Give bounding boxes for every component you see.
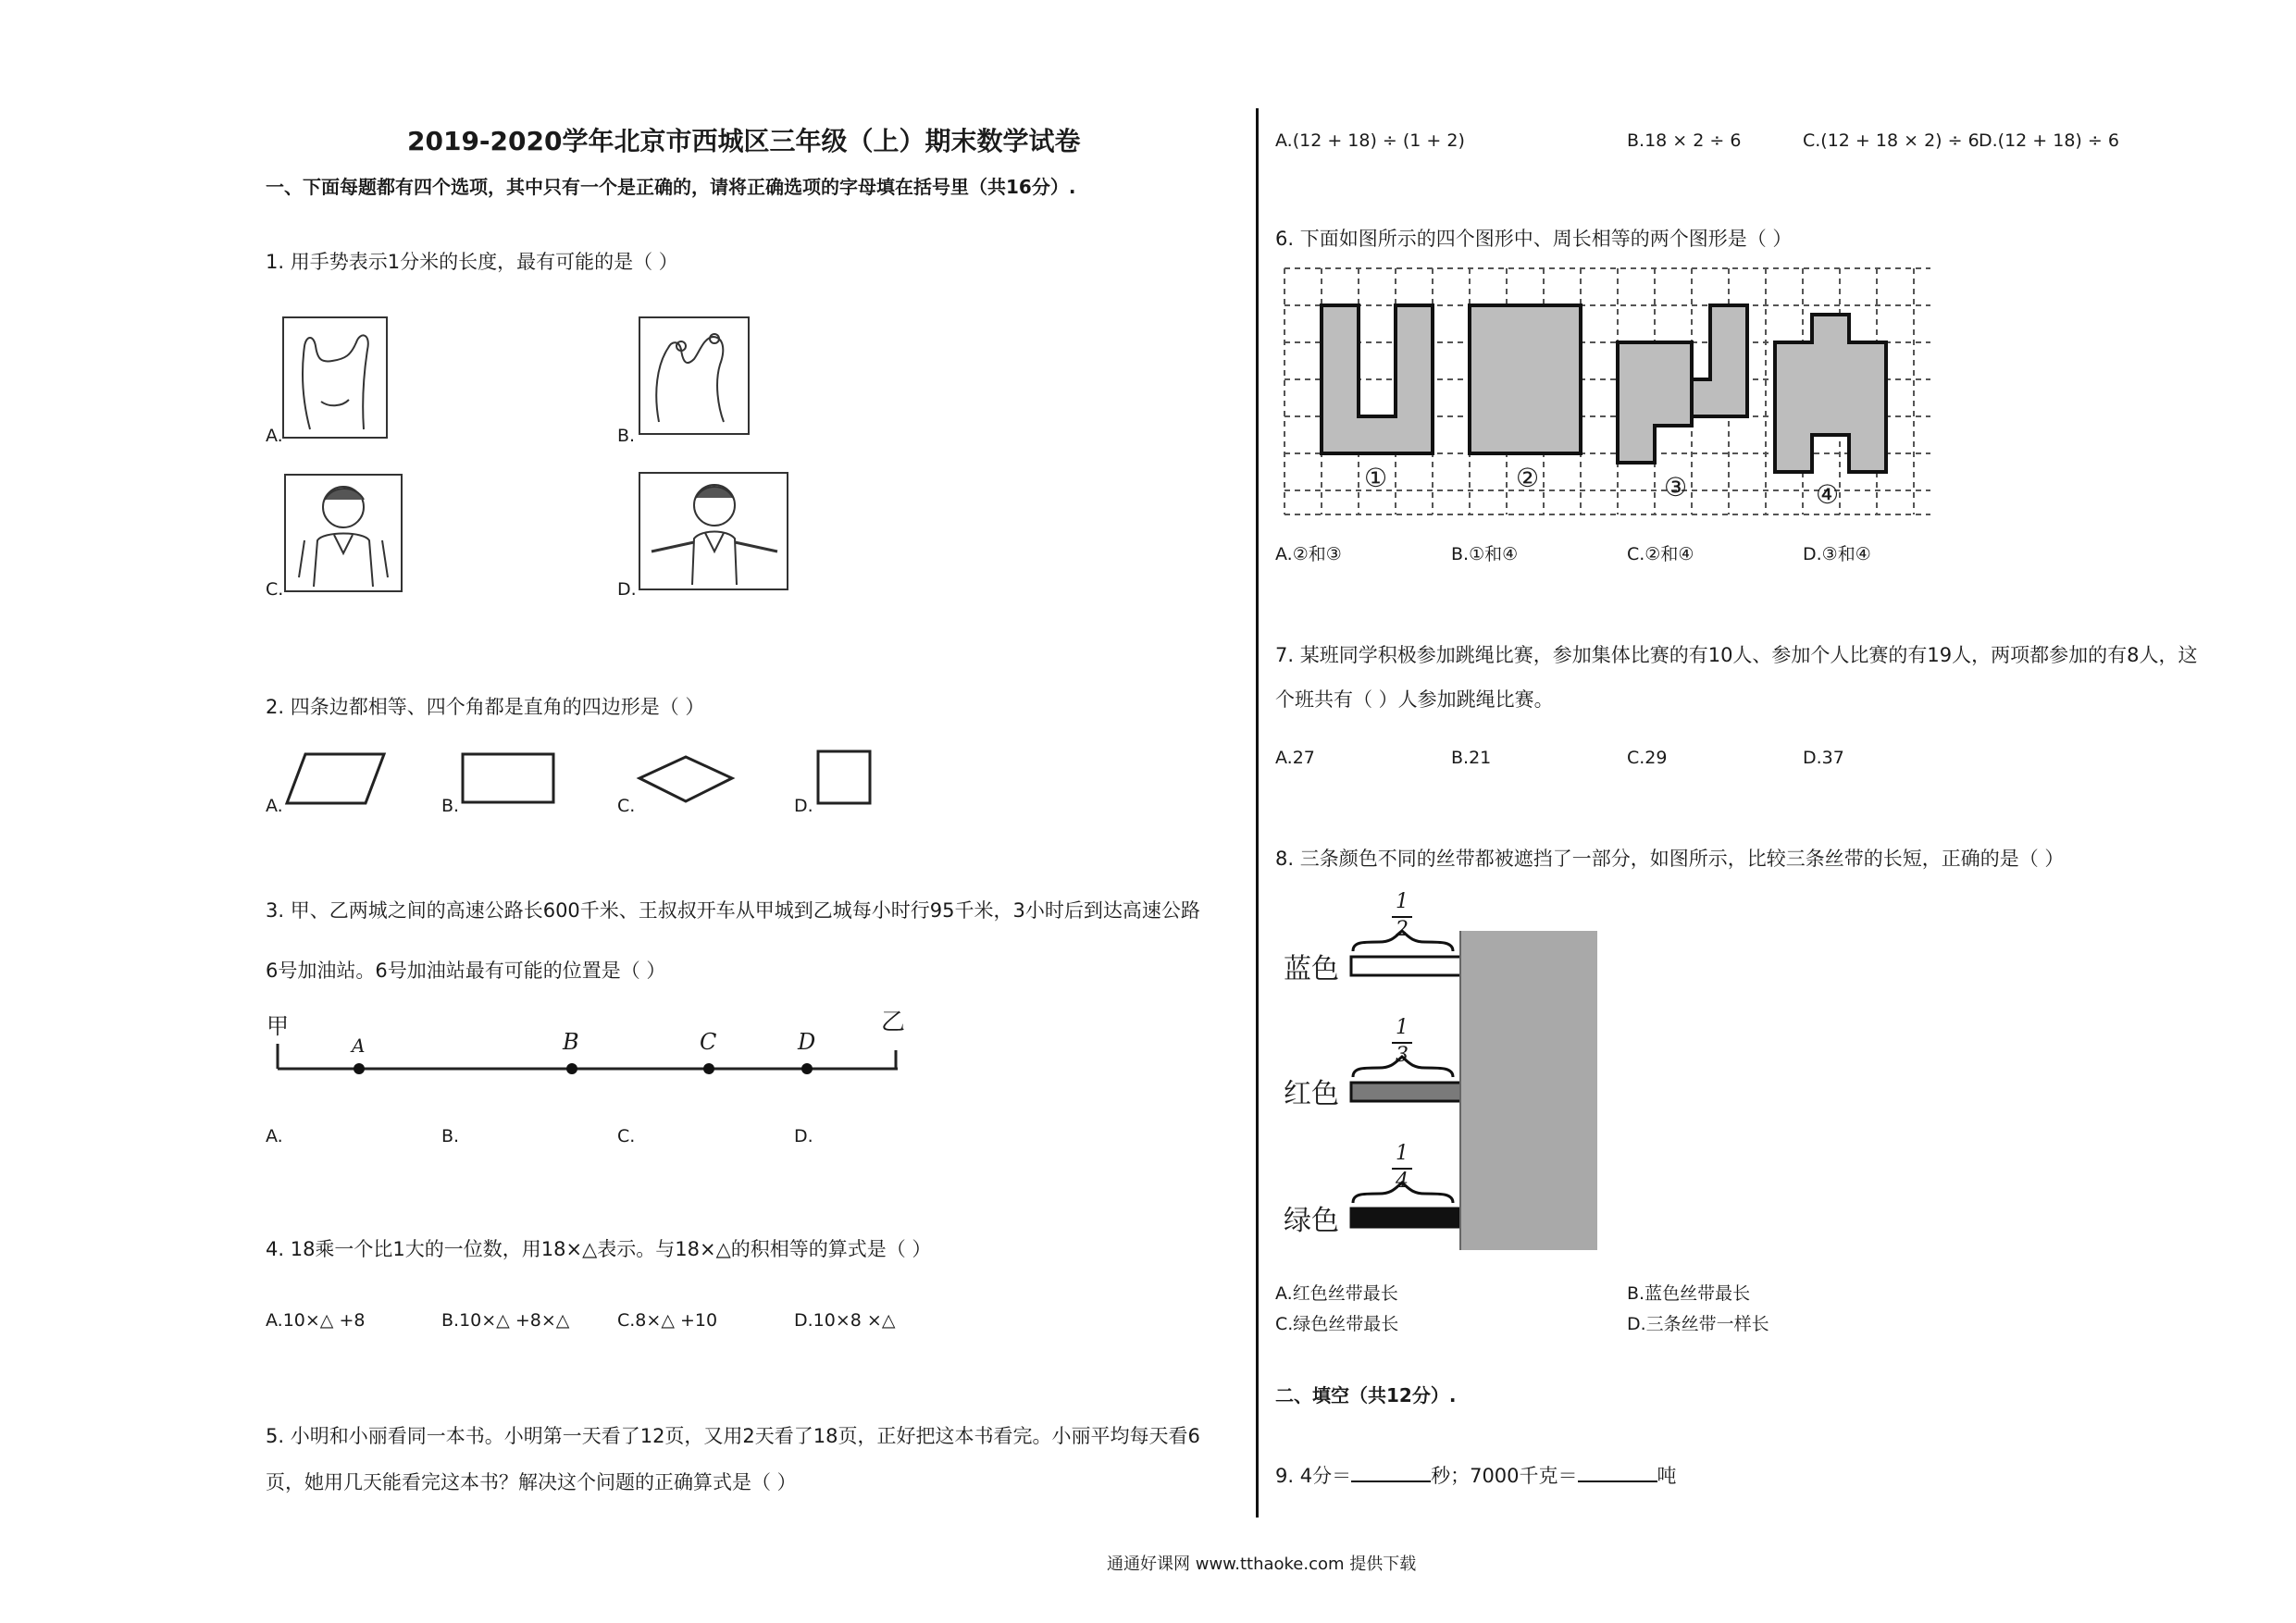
q6-option-c: C.②和④ (1627, 544, 1694, 564)
q5-option-a: A.(12 + 18) ÷ (1 + 2) (1275, 130, 1465, 151)
ribbon-red (1351, 1083, 1464, 1101)
q3-label-start: 甲 (267, 1013, 289, 1039)
q3-option-b-label: B. (441, 1126, 460, 1146)
footer-text: 通通好课网 www.tthaoke.com 提供下载 (1107, 1555, 1417, 1574)
q2-stem: 2. 四条边都相等、四个角都是直角的四边形是（ ） (266, 696, 705, 718)
q5-stem-line1: 5. 小明和小丽看同一本书。小明第一天看了12页，又用2天看了18页，正好把这本书看完。小丽平均每天看6 (266, 1425, 1200, 1447)
ribbon-blue (1351, 957, 1464, 975)
q4-option-d: D.10×8 ×△ (794, 1310, 896, 1331)
ribbon-3-label: 绿色 (1284, 1205, 1339, 1237)
q9-part3: 吨 (1657, 1465, 1677, 1487)
q6-option-d: D.③和④ (1803, 544, 1871, 564)
q3-stem-line1: 3. 甲、乙两城之间的高速公路长600千米、王叔叔开车从甲城到乙城每小时行95千米，3小时后到达高速公路 (266, 899, 1200, 922)
q8-option-d: D.三条丝带一样长 (1627, 1314, 1769, 1334)
q7-option-a: A.27 (1275, 748, 1315, 768)
q5-stem-line2: 页，她用几天能看完这本书？解决这个问题的正确算式是（ ） (266, 1471, 797, 1493)
q3-label-d: D (798, 1029, 816, 1055)
q7-option-c: C.29 (1627, 748, 1668, 768)
q9-line (1275, 1462, 1677, 1488)
q1-option-d-label: D. (617, 579, 637, 600)
q3-label-a: A (352, 1035, 366, 1057)
q8-stem: 8. 三条颜色不同的丝带都被遮挡了一部分，如图所示，比较三条丝带的长短，正确的是（ ） (1275, 848, 2065, 870)
q6-option-a: A.②和③ (1275, 544, 1342, 564)
q2-option-a-label: A. (266, 796, 283, 816)
page-title: 2019-2020学年北京市西城区三年级（上）期末数学试卷 (407, 126, 1081, 156)
q5-option-d: D.(12 + 18) ÷ 6 (1979, 130, 2119, 151)
ribbon-green (1351, 1208, 1464, 1227)
q3-label-c: C (700, 1029, 717, 1055)
ribbon-3-numerator: 1 (1396, 1142, 1409, 1165)
q8-option-b: B.蓝色丝带最长 (1627, 1283, 1751, 1304)
section-1-heading: 一、下面每题都有四个选项，其中只有一个是正确的，请将正确选项的字母填在括号里（共16分）. (266, 176, 1076, 198)
q6-label-2: ② (1516, 463, 1540, 493)
q6-label-1: ① (1364, 463, 1388, 493)
ribbon-3-denominator: 4 (1396, 1170, 1409, 1193)
ribbon-1-numerator: 1 (1396, 890, 1409, 913)
q7-stem-line2: 个班共有（ ）人参加跳绳比赛。 (1275, 688, 1554, 711)
q6-option-b: B.①和④ (1451, 544, 1519, 564)
ribbon-1-label: 蓝色 (1284, 953, 1339, 985)
q1-option-c-label: C. (266, 579, 284, 600)
q6-label-4: ④ (1816, 479, 1840, 510)
ribbon-1-denominator: 2 (1396, 918, 1409, 941)
q3-option-a-label: A. (266, 1126, 283, 1146)
q9-blank-tons[interactable] (1578, 1462, 1657, 1482)
q5-option-c: C.(12 + 18 × 2) ÷ 6 (1803, 130, 1980, 151)
q5-option-b: B.18 × 2 ÷ 6 (1627, 130, 1742, 151)
q8-option-a: A.红色丝带最长 (1275, 1283, 1398, 1304)
q4-option-c: C.8×△ +10 (617, 1310, 718, 1331)
ribbon-2-denominator: 3 (1396, 1044, 1409, 1067)
cover-board (1460, 931, 1597, 1250)
q2-option-b-label: B. (441, 796, 460, 816)
q3-stem-line2: 6号加油站。6号加油站最有可能的位置是（ ） (266, 960, 666, 982)
q6-label-3: ③ (1664, 472, 1688, 502)
q9-part1: 9. 4分＝ (1275, 1465, 1352, 1487)
q1-option-a-label: A. (266, 426, 283, 446)
q3-option-c-label: C. (617, 1126, 636, 1146)
q7-option-d: D.37 (1803, 748, 1844, 768)
q7-option-b: B.21 (1451, 748, 1492, 768)
q7-stem-line1: 7. 某班同学积极参加跳绳比赛，参加集体比赛的有10人、参加个人比赛的有19人，两项都参加的有8人，这 (1275, 644, 2198, 666)
ribbon-2-numerator: 1 (1396, 1016, 1409, 1039)
q4-stem: 4. 18乘一个比1大的一位数，用18×△表示。与18×△的积相等的算式是（ ） (266, 1238, 932, 1260)
ribbon-2-label: 红色 (1284, 1078, 1339, 1110)
q3-label-end: 乙 (881, 1009, 906, 1036)
q9-blank-seconds[interactable] (1351, 1462, 1431, 1482)
section-2-heading: 二、填空（共12分）. (1275, 1384, 1457, 1406)
q2-option-d-label: D. (794, 796, 813, 816)
q2-option-c-label: C. (617, 796, 636, 816)
q8-option-c: C.绿色丝带最长 (1275, 1314, 1399, 1334)
q1-stem: 1. 用手势表示1分米的长度，最有可能的是（ ） (266, 251, 678, 273)
q9-part2: 秒；7000千克＝ (1431, 1465, 1578, 1487)
q3-option-d-label: D. (794, 1126, 813, 1146)
q1-option-b-label: B. (617, 426, 636, 446)
q6-stem: 6. 下面如图所示的四个图形中、周长相等的两个图形是（ ） (1275, 228, 1793, 250)
q3-label-b: B (563, 1029, 579, 1055)
q4-option-b: B.10×△ +8×△ (441, 1310, 570, 1331)
q4-option-a: A.10×△ +8 (266, 1310, 366, 1331)
